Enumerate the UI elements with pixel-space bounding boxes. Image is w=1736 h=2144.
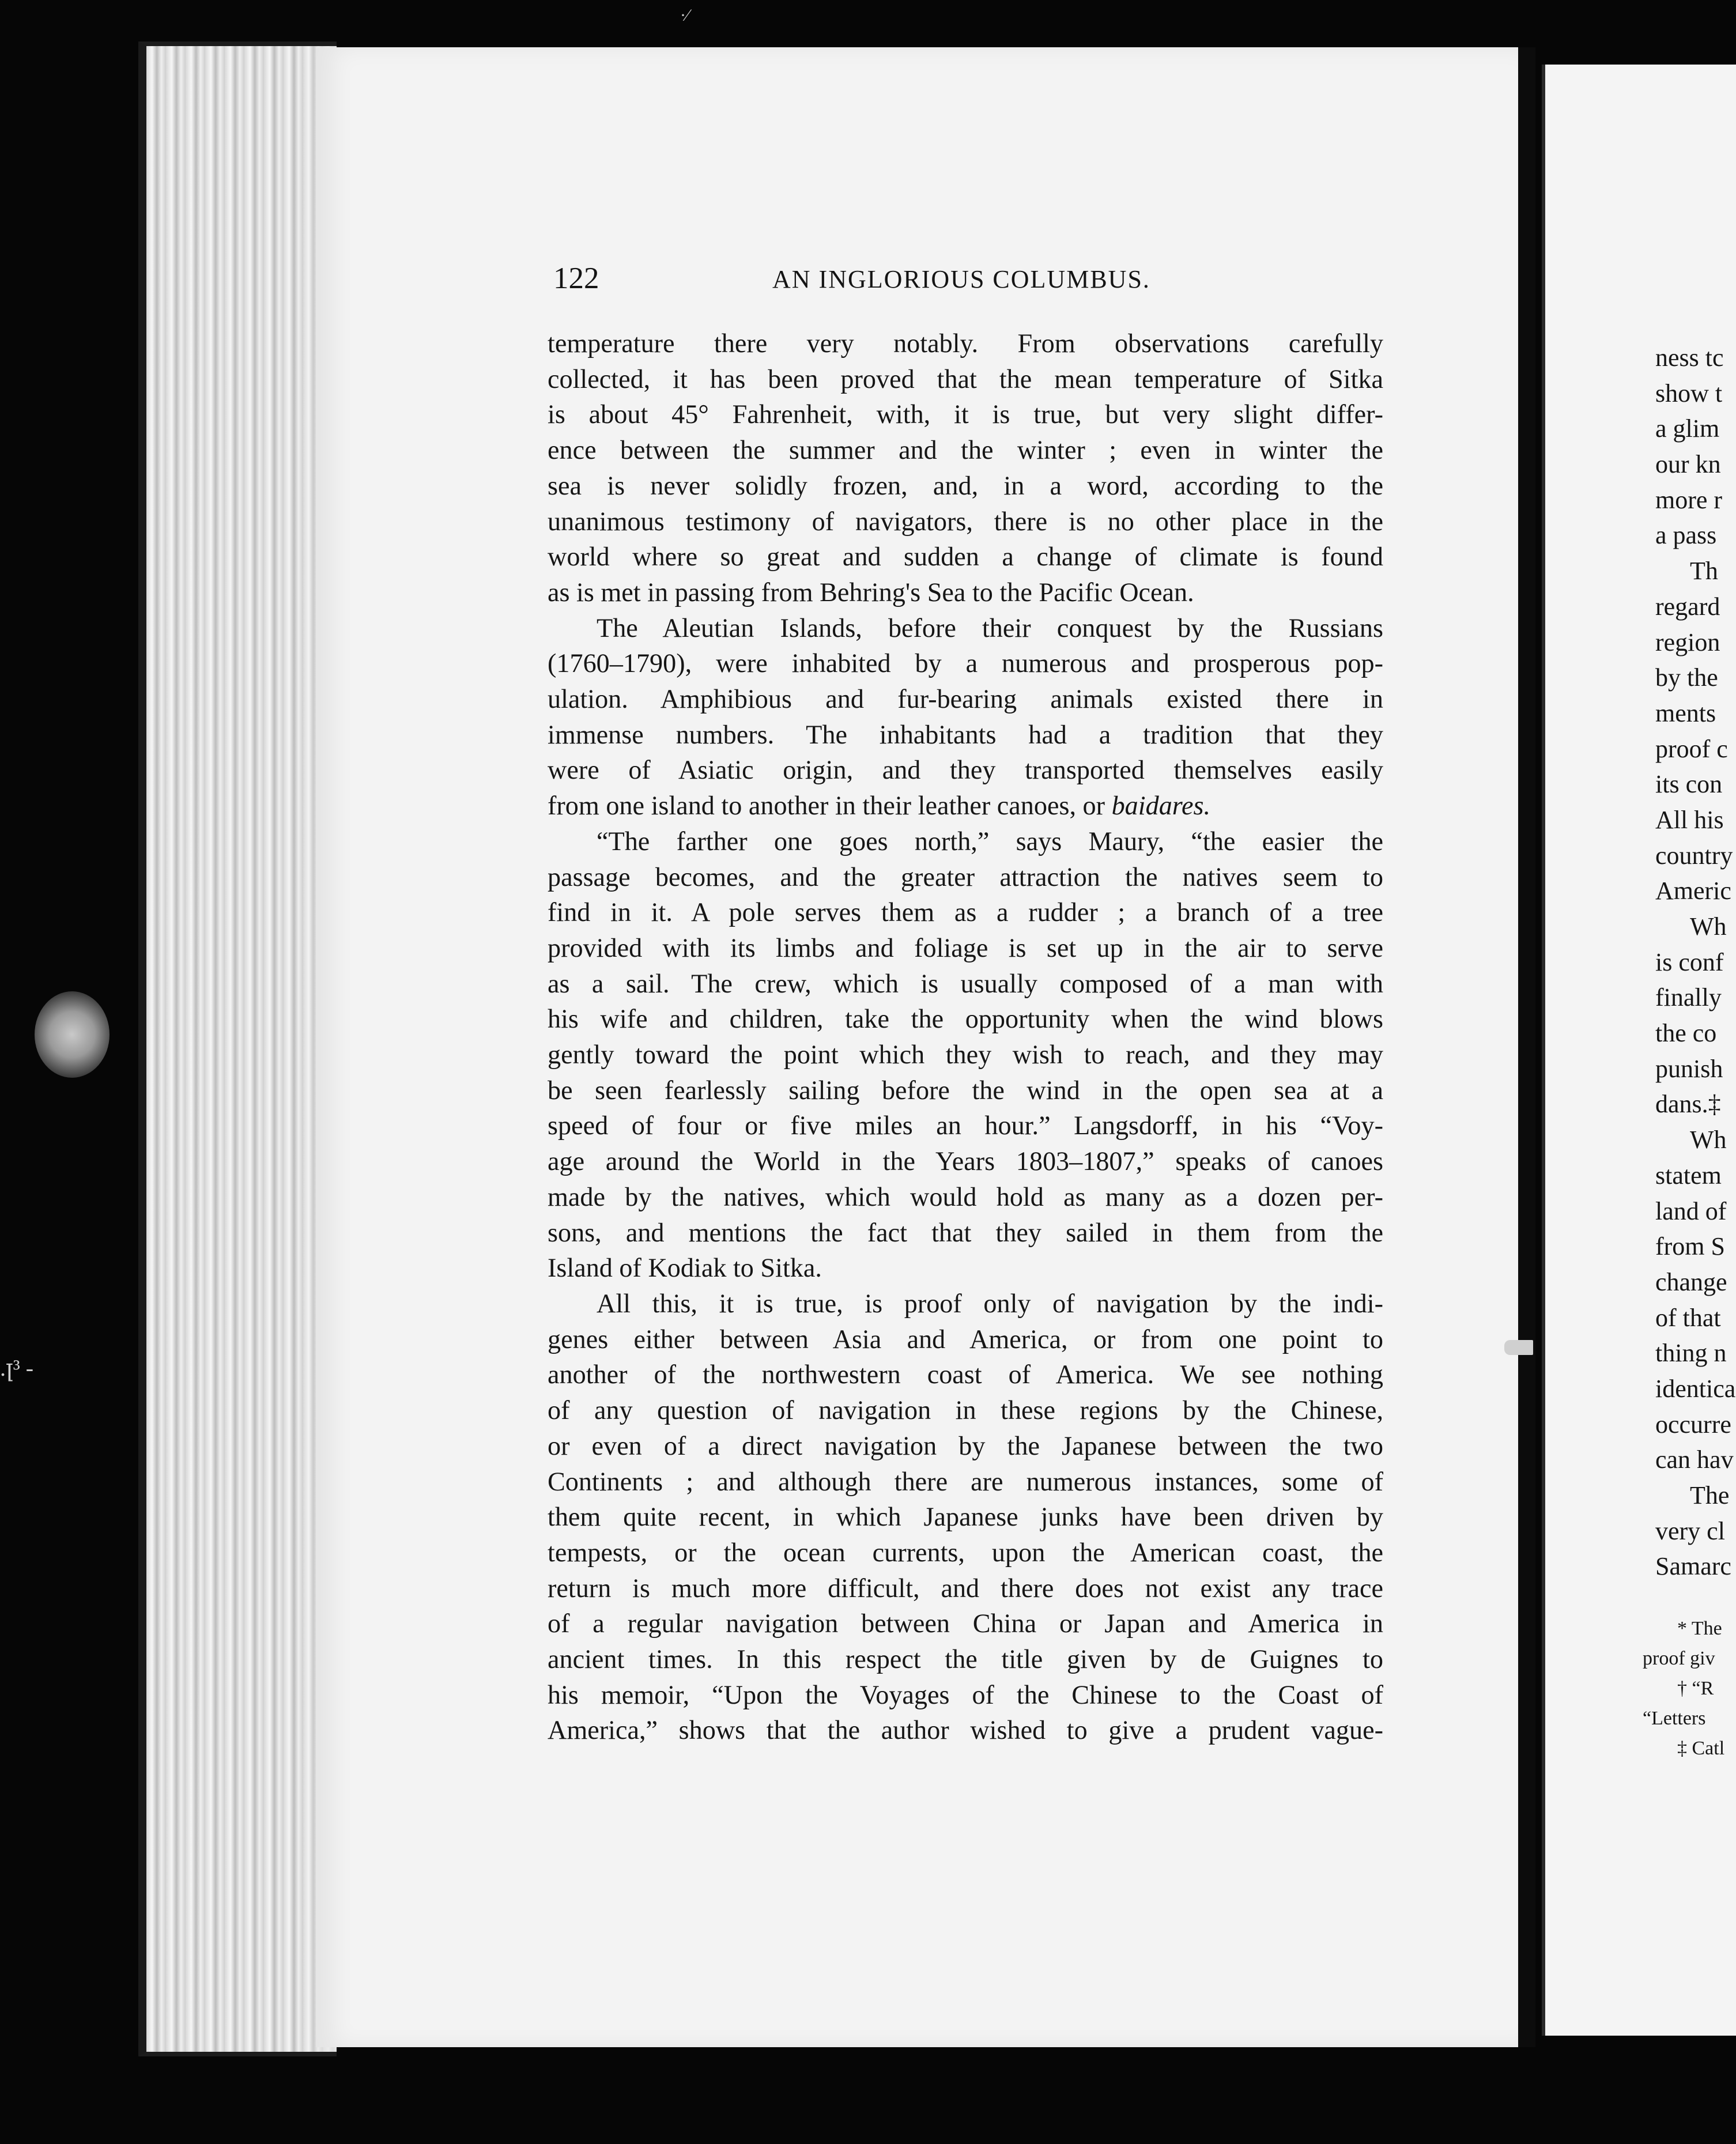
text-line: (1760–1790), were inhabited by a numerous and prosperous pop- [548, 648, 1383, 678]
book-page-edges [138, 41, 337, 2056]
facing-footnote-line: † “R [1677, 1678, 1714, 1699]
text-line: speed of four or five miles an hour.” Langsdorff, in his “Voy- [548, 1111, 1383, 1141]
facing-footnote-line: ‡ Catl [1677, 1738, 1725, 1759]
text-line: gently toward the point which they wish to reach, and they may [548, 1040, 1383, 1070]
text-line: “The farther one goes north,” says Maury, “the easier the [597, 826, 1383, 856]
text-line: tempests, or the ocean currents, upon the American coast, the [548, 1537, 1383, 1567]
facing-line: the co [1655, 1019, 1717, 1048]
facing-footnote-line: * The [1677, 1618, 1722, 1639]
text-line: as a sail. The crew, which is usually composed of a man with [548, 968, 1383, 998]
facing-line: region [1655, 628, 1720, 656]
scan-speck: ·⁄ [680, 6, 689, 25]
facing-line: finally [1655, 983, 1722, 1012]
text-line: The Aleutian Islands, before their conquest by the Russians [597, 613, 1383, 643]
scan-marks: .ꞁ³ - [0, 1355, 34, 1381]
text-line: age around the World in the Years 1803–1807,” speaks of canoes [548, 1146, 1383, 1176]
facing-line: proof c [1655, 734, 1728, 763]
text-line: return is much more difficult, and there does not exist any trace [548, 1573, 1383, 1603]
facing-line: by the [1655, 663, 1718, 692]
text-line: sea is never solidly frozen, and, in a word, according to the [548, 470, 1383, 500]
facing-line: show t [1655, 379, 1723, 407]
text-line: America,” shows that the author wished to give a prudent vague- [548, 1715, 1383, 1745]
text-line: of a regular navigation between China or Japan and America in [548, 1609, 1383, 1639]
facing-line: Wh [1690, 1126, 1727, 1154]
text-line: is about 45° Fahrenheit, with, it is true, but very slight differ- [548, 399, 1383, 429]
facing-line: can hav [1655, 1445, 1734, 1474]
facing-line: change [1655, 1267, 1727, 1296]
text-line: immense numbers. The inhabitants had a tradition that they [548, 719, 1383, 749]
facing-page-text [1655, 340, 1736, 1584]
text-line: temperature there very notably. From observations carefully [548, 329, 1383, 358]
facing-footnote-line: “Letters [1643, 1708, 1706, 1729]
text-line: Continents ; and although there are numerous instances, some of [548, 1466, 1383, 1496]
body-text [548, 326, 1383, 1748]
text-line: be seen fearlessly sailing before the wind in the open sea at a [548, 1075, 1383, 1105]
facing-line: thing n [1655, 1339, 1727, 1368]
italic-term: baidares. [1111, 791, 1211, 821]
facing-line: its con [1655, 770, 1723, 799]
text-line: passage becomes, and the greater attraction the natives seem to [548, 862, 1383, 892]
text-line: find in it. A pole serves them as a rudder ; a branch of a tree [548, 897, 1383, 927]
facing-line: occurre [1655, 1410, 1731, 1439]
text-line: from one island to another in their leather canoes, or baidares. [548, 791, 1211, 821]
scan-smudge [35, 991, 110, 1078]
page-tab-mark [1504, 1340, 1533, 1355]
running-head [553, 261, 1389, 301]
facing-line: Samarc [1655, 1552, 1731, 1581]
facing-line: ments [1655, 699, 1716, 727]
facing-line: country [1655, 841, 1733, 870]
facing-line: punish [1655, 1054, 1723, 1083]
facing-line: very cl [1655, 1516, 1725, 1545]
text-line: All this, it is true, is proof only of navigation by the indi- [597, 1288, 1383, 1318]
text-line: sons, and mentions the fact that they sailed in them from the [548, 1217, 1383, 1247]
text-line: collected, it has been proved that the mean temperature of Sitka [548, 364, 1383, 394]
facing-line: Th [1690, 557, 1718, 586]
running-title: AN INGLORIOUS COLUMBUS. [772, 265, 1150, 293]
text-line: ancient times. In this respect the title given by de Guignes to [548, 1644, 1383, 1674]
facing-line: regard [1655, 592, 1720, 621]
facing-footnote-line: proof giv [1643, 1648, 1715, 1669]
text-line: another of the northwestern coast of America. We see nothing [548, 1360, 1383, 1390]
text-line: were of Asiatic origin, and they transported themselves easily [548, 755, 1383, 785]
facing-line: All his [1655, 805, 1724, 834]
text-line: as is met in passing from Behring's Sea to the Pacific Ocean. [548, 577, 1194, 607]
facing-page-footnotes [1643, 1614, 1724, 1764]
facing-line: of that [1655, 1303, 1721, 1332]
page-number: 122 [553, 262, 599, 295]
text-line: his wife and children, take the opportunity when the wind blows [548, 1004, 1383, 1034]
text-line: of any question of navigation in these regions by the Chinese, [548, 1395, 1383, 1425]
text-line: his memoir, “Upon the Voyages of the Chinese to the Coast of [548, 1679, 1383, 1709]
text-line: provided with its limbs and foliage is set up in the air to serve [548, 933, 1383, 962]
text-line: ence between the summer and the winter ; even in winter the [548, 435, 1383, 465]
facing-line: a glim [1655, 414, 1720, 443]
facing-line: statem [1655, 1161, 1722, 1190]
facing-line: ness tc [1655, 344, 1724, 372]
text-line: them quite recent, in which Japanese junks have been driven by [548, 1502, 1383, 1532]
facing-line: identica [1655, 1374, 1736, 1403]
facing-line: Wh [1690, 912, 1727, 941]
facing-line: The [1690, 1481, 1730, 1509]
facing-line: more r [1655, 485, 1723, 514]
facing-line: is conf [1655, 948, 1724, 976]
text-line: unanimous testimony of navigators, there is no other place in the [548, 506, 1383, 536]
text-line: ulation. Amphibious and fur-bearing animals existed there in [548, 684, 1383, 714]
facing-line: land of [1655, 1196, 1727, 1225]
facing-line: dans.‡ [1655, 1090, 1721, 1119]
text-line: genes either between Asia and America, or from one point to [548, 1324, 1383, 1354]
text-line: world where so great and sudden a change of climate is found [548, 542, 1383, 572]
text-line: made by the natives, which would hold as many as a dozen per- [548, 1182, 1383, 1211]
text-line: or even of a direct navigation by the Japanese between the two [548, 1430, 1383, 1460]
text-line: Island of Kodiak to Sitka. [548, 1253, 822, 1283]
facing-line: a pass [1655, 521, 1717, 550]
facing-line: Americ [1655, 877, 1731, 905]
facing-line: our kn [1655, 450, 1721, 479]
facing-line: from S [1655, 1232, 1725, 1261]
